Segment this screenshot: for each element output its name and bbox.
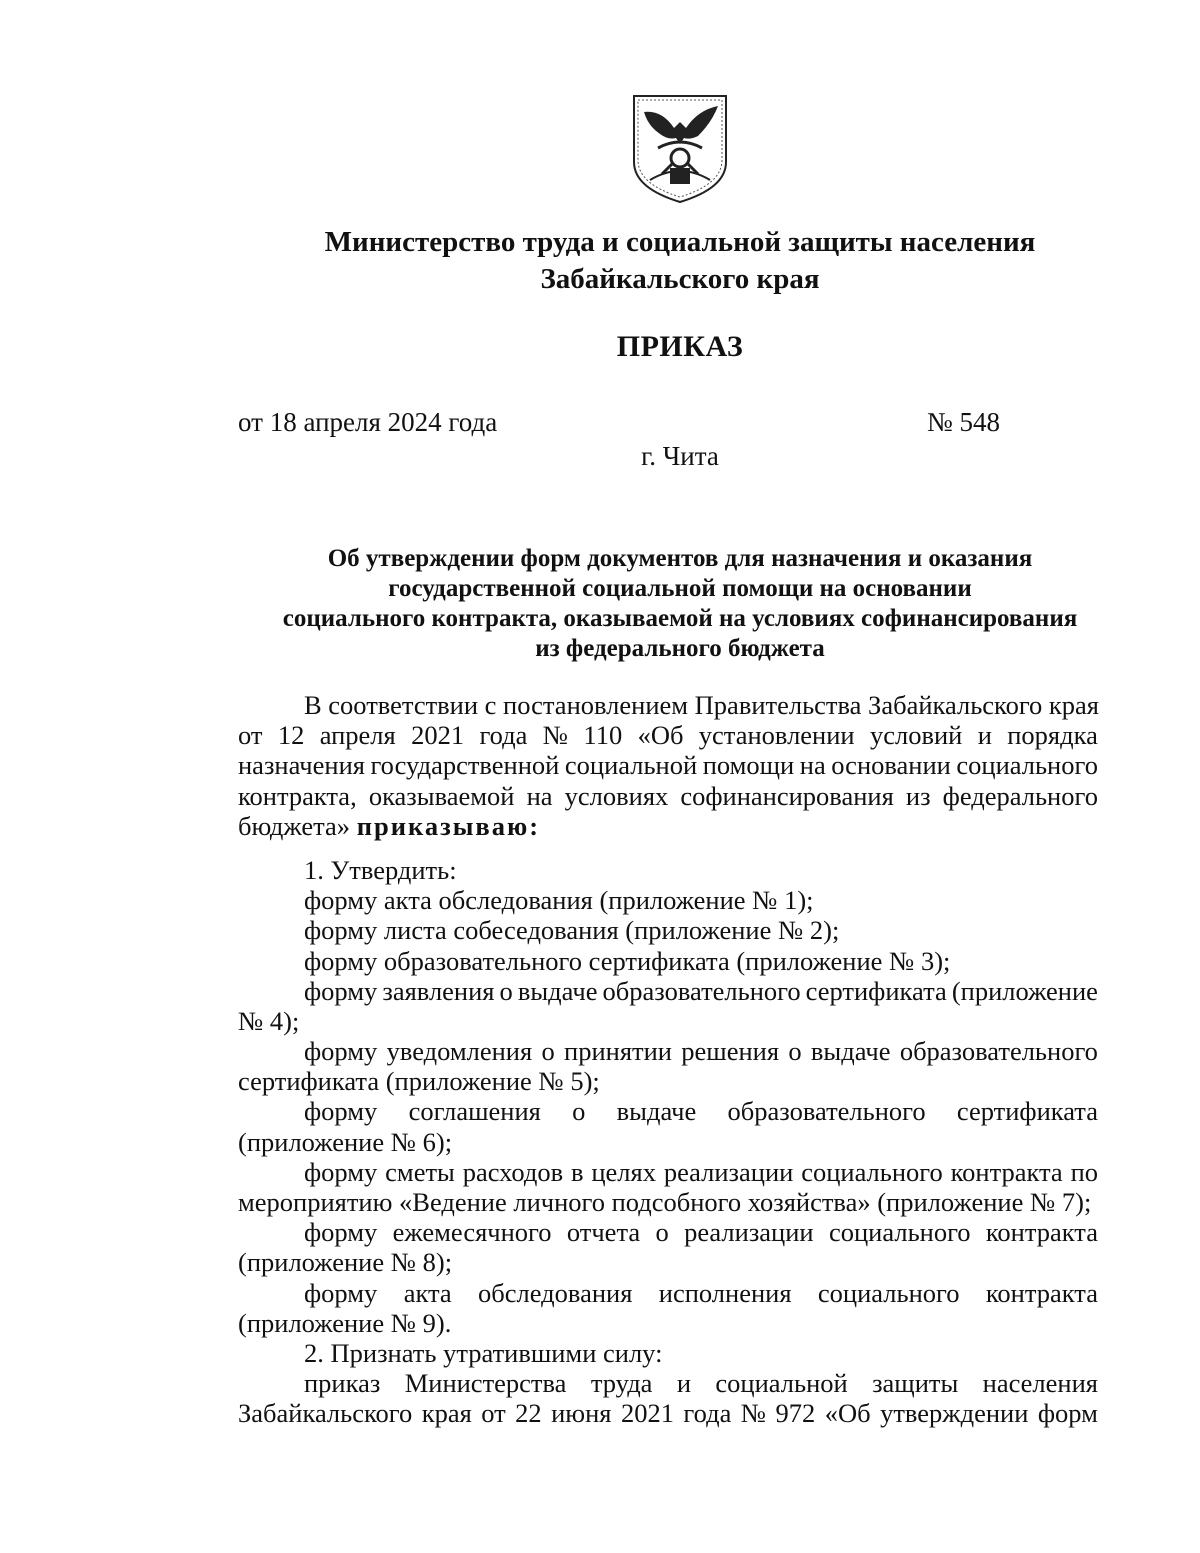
order-subject <box>0 544 1200 664</box>
list-item-continuation: (приложение № 8); <box>238 1247 453 1278</box>
list-item <box>238 1278 1098 1308</box>
list-item-continuation: сертификата (приложение № 5); <box>238 1066 600 1097</box>
word: реализации <box>663 1156 794 1187</box>
list-item-continuation: (приложение № 6); <box>238 1126 453 1157</box>
word: труда <box>590 1368 653 1399</box>
word: года <box>479 720 528 751</box>
list-item: форму акта обследования (приложение № 1); <box>304 885 814 916</box>
word: социального <box>828 1217 971 1248</box>
word: форм <box>1037 1398 1098 1429</box>
list-item-continuation: (приложение № 9). <box>238 1307 452 1338</box>
document-type: ПРИКАЗ <box>616 330 744 363</box>
word: условий <box>869 720 963 751</box>
word: защиты <box>872 1368 959 1399</box>
word: сертификата <box>956 1096 1098 1127</box>
word: утверждении <box>880 1398 1029 1429</box>
item-heading: 1. Утвердить: <box>304 854 457 885</box>
intro-line <box>238 811 1098 841</box>
list-item-continuation: № 4); <box>238 1005 300 1036</box>
word: реализации <box>684 1217 814 1248</box>
word: исполнения <box>658 1277 792 1308</box>
word: № <box>740 1398 767 1429</box>
subject-line: государственной социальной помощи на основании <box>388 575 972 602</box>
word: контракта, <box>238 780 357 811</box>
spacer <box>238 841 1098 855</box>
word: Министерства <box>404 1368 567 1399</box>
word: расходов <box>462 1156 564 1187</box>
word: 22 <box>515 1398 542 1429</box>
intro-line <box>238 720 1098 750</box>
word: социального <box>817 1277 960 1308</box>
order-verb: приказываю: <box>356 810 541 841</box>
word: софинансирования <box>680 780 894 811</box>
intro-line <box>238 781 1098 811</box>
word: 110 <box>583 720 623 751</box>
coat-of-arms-icon <box>628 92 732 204</box>
word: образовательного <box>602 975 801 1006</box>
word: установлении <box>698 720 855 751</box>
word: о <box>541 1036 555 1067</box>
word: о <box>655 1217 669 1248</box>
word: контракта <box>985 1217 1098 1248</box>
word: выдаче <box>616 1096 697 1127</box>
intro-line <box>238 750 1098 780</box>
subject-line: Об утверждении форм документов для назначения и оказания <box>327 545 1033 572</box>
word: контракта <box>985 1277 1098 1308</box>
word: апреля <box>319 720 396 751</box>
list-item <box>238 1217 1098 1247</box>
word: контракта <box>950 1156 1063 1187</box>
word: «Об <box>824 1398 871 1429</box>
order-city: г. Чита <box>641 441 719 471</box>
word: условиях <box>564 780 669 811</box>
word: государственной <box>370 750 560 781</box>
word: образовательного <box>727 1096 926 1127</box>
word: от <box>481 1398 506 1429</box>
ministry-line-2: Забайкальского края <box>540 263 820 295</box>
word: выдаче <box>517 975 598 1006</box>
list-item: форму образовательного сертификата (приложение № 3); <box>304 945 951 976</box>
word: уведомления <box>386 1036 533 1067</box>
word: 2021 <box>411 720 465 751</box>
word: форму <box>304 1277 378 1308</box>
word: 2021 <box>620 1398 674 1429</box>
list-item <box>238 1036 1098 1066</box>
list-item-continuation <box>238 1398 1098 1428</box>
word: порядка <box>1007 720 1098 751</box>
word: форму <box>304 1096 378 1127</box>
word: выдаче <box>810 1036 891 1067</box>
order-date: от 18 апреля 2024 года <box>238 407 498 437</box>
subject-line: из федерального бюджета <box>535 635 825 662</box>
word: соглашения <box>408 1096 541 1127</box>
word: оказываемой <box>368 780 515 811</box>
word: сметы <box>385 1156 455 1187</box>
list-item <box>238 1368 1098 1398</box>
word: по <box>1070 1156 1098 1187</box>
word: заявления <box>382 975 495 1006</box>
word: на <box>526 780 553 811</box>
word: решения <box>681 1036 780 1067</box>
word: сертификата <box>805 975 947 1006</box>
word: целях <box>591 1156 656 1187</box>
word: обследования <box>478 1277 633 1308</box>
word: края <box>421 1398 472 1429</box>
word: форму <box>304 975 378 1006</box>
word: социальной <box>715 1368 848 1399</box>
word: из <box>905 780 931 811</box>
word: помощи <box>702 750 795 781</box>
word: о <box>788 1036 802 1067</box>
list-item: форму листа собеседования (приложение № 2); <box>304 915 840 946</box>
word: населения <box>982 1368 1098 1399</box>
list-item <box>238 976 1098 1006</box>
word: в <box>570 1156 584 1187</box>
item-heading: 2. Признать утратившими силу: <box>304 1337 663 1368</box>
order-body <box>238 690 1098 1429</box>
order-number: № 548 <box>926 407 1000 437</box>
word: 972 <box>775 1398 816 1429</box>
word: акта <box>403 1277 452 1308</box>
word: и <box>977 720 992 751</box>
intro-text: бюджета» <box>238 810 351 841</box>
word: образовательного <box>899 1036 1098 1067</box>
list-item-continuation: мероприятию «Ведение личного подсобного хозяйства» (приложение № 7); <box>238 1187 1092 1217</box>
list-item <box>238 1096 1098 1126</box>
word: социальной <box>564 750 698 781</box>
word: Забайкальского <box>238 1398 413 1429</box>
ministry-title <box>0 224 1200 298</box>
word: форму <box>304 1217 378 1248</box>
list-item <box>238 1157 1098 1187</box>
word: принятии <box>564 1036 672 1067</box>
word: от <box>238 720 263 751</box>
word: июня <box>551 1398 612 1429</box>
word: социального <box>801 1156 943 1187</box>
word: на <box>799 750 826 781</box>
word: о <box>499 975 513 1006</box>
word: форму <box>304 1156 378 1187</box>
word: назначения <box>238 750 365 781</box>
word: приказ <box>304 1368 381 1399</box>
word: основании <box>831 750 951 781</box>
ministry-line-1: Министерство труда и социальной защиты населения <box>324 226 1036 258</box>
word: года <box>683 1398 732 1429</box>
subject-line: социального контракта, оказываемой на условиях софинансирования <box>282 605 1078 632</box>
word: о <box>572 1096 586 1127</box>
word: федерального <box>942 780 1098 811</box>
word: ежемесячного <box>392 1217 552 1248</box>
word: отчета <box>566 1217 641 1248</box>
word: (приложение <box>951 975 1098 1006</box>
word: социального <box>956 750 1098 781</box>
intro-line: В соответствии с постановлением Правительства Забайкальского края <box>304 690 1099 720</box>
word: и <box>676 1368 692 1399</box>
word: «Об <box>637 720 684 751</box>
word: 12 <box>277 720 305 751</box>
word: форму <box>304 1036 378 1067</box>
word: № <box>542 720 569 751</box>
